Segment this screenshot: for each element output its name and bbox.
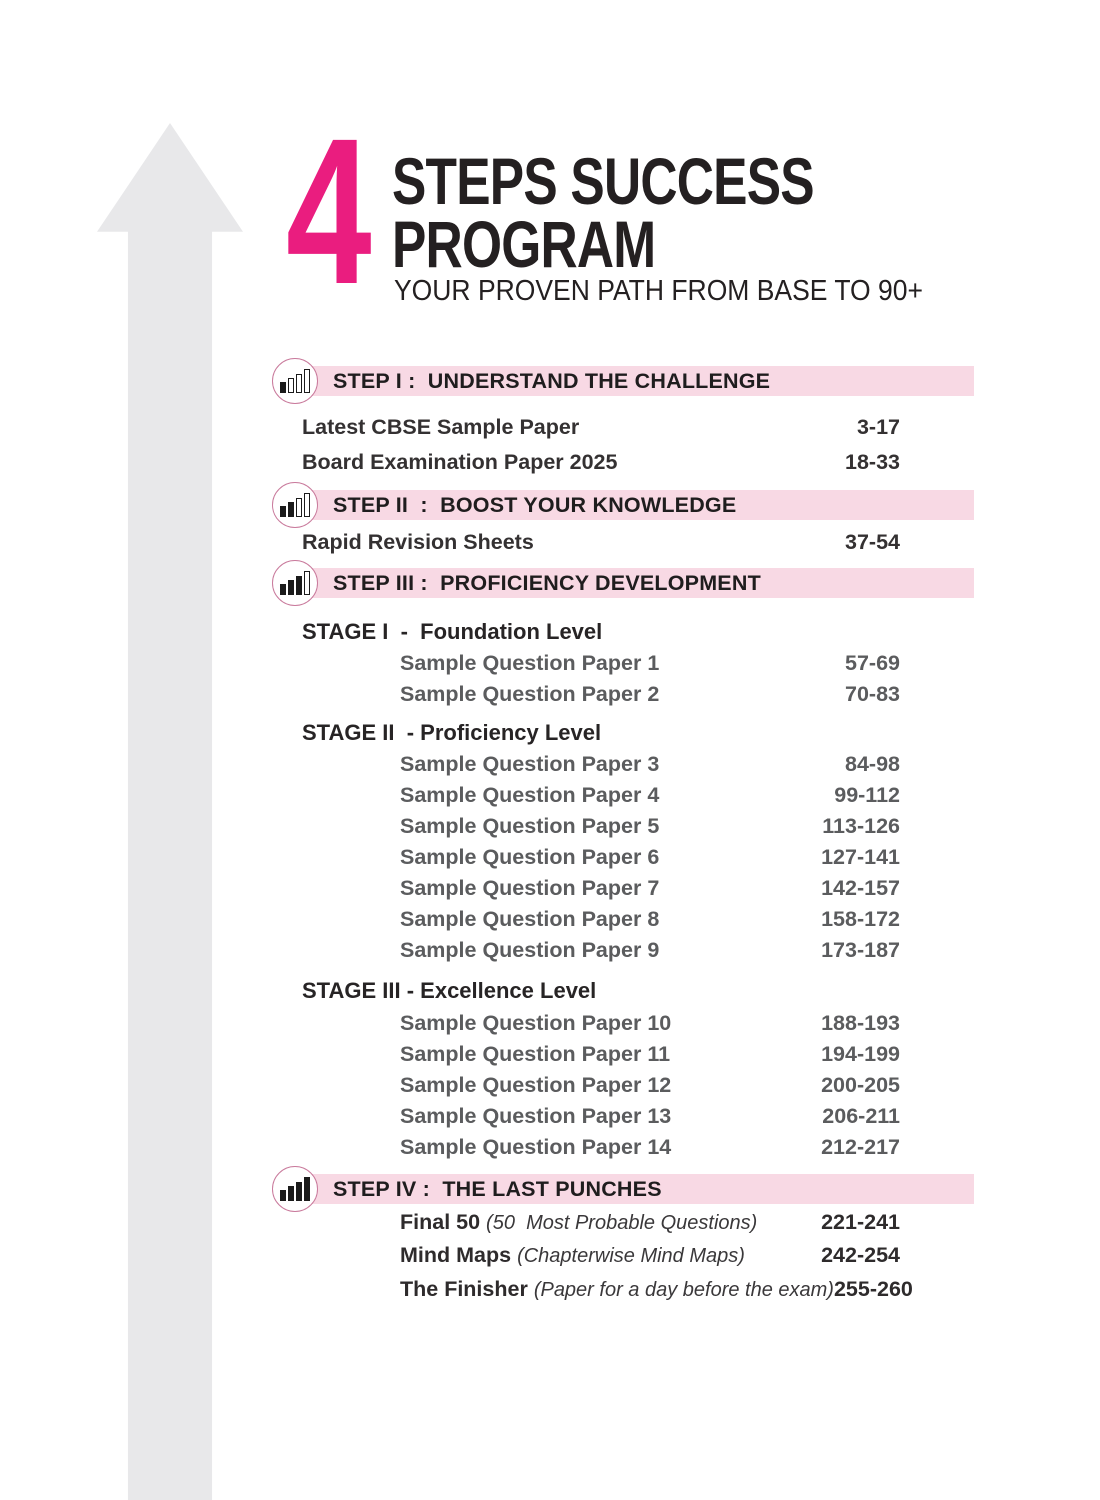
toc-row — [400, 1041, 900, 1067]
row-title: Sample Question Paper 3 — [400, 752, 660, 776]
row-title: Sample Question Paper 10 — [400, 1011, 672, 1035]
signal-bars-1-icon — [272, 358, 318, 404]
row-pages: 3-17 — [856, 415, 900, 439]
row-title-main: Mind Maps — [400, 1243, 512, 1267]
stage-1-heading: STAGE I - Foundation Level — [302, 619, 603, 644]
up-arrow-graphic — [97, 123, 243, 1500]
row-pages: 113-126 — [822, 814, 900, 838]
header-title — [392, 144, 814, 281]
toc-row — [400, 844, 900, 870]
toc-row — [400, 782, 900, 808]
row-title: Rapid Revision Sheets — [302, 530, 534, 554]
step-1-band — [300, 366, 974, 396]
toc-row — [400, 1134, 900, 1160]
row-pages: 212-217 — [821, 1135, 900, 1159]
row-title: Sample Question Paper 13 — [400, 1104, 672, 1128]
toc-row — [400, 1010, 900, 1036]
signal-bars-4-icon — [272, 1166, 318, 1212]
row-title: Sample Question Paper 7 — [400, 876, 660, 900]
row-pages: 221-241 — [821, 1210, 900, 1234]
row-pages: 242-254 — [821, 1243, 900, 1267]
header-title-line2: PROGRAM — [392, 207, 656, 281]
row-title: Board Examination Paper 2025 — [302, 450, 618, 474]
stage-2-heading: STAGE II - Proficiency Level — [302, 720, 602, 745]
signal-bars-glyph — [280, 493, 310, 517]
toc-row — [400, 1276, 913, 1302]
step-3-band — [300, 568, 974, 598]
row-title: Sample Question Paper 9 — [400, 938, 660, 962]
row-pages: 37-54 — [845, 530, 900, 554]
row-title: Latest CBSE Sample Paper — [302, 415, 580, 439]
toc-row — [400, 650, 900, 676]
toc-row — [400, 813, 900, 839]
row-pages: 173-187 — [821, 938, 900, 962]
row-title: Sample Question Paper 12 — [400, 1073, 672, 1097]
step-3-label: STEP III : PROFICIENCY DEVELOPMENT — [333, 570, 761, 595]
header-big-number: 4 — [286, 96, 369, 328]
row-pages: 206-211 — [822, 1104, 900, 1128]
row-title: Sample Question Paper 5 — [400, 814, 660, 838]
toc-row — [400, 906, 900, 932]
signal-bars-3-icon — [272, 560, 318, 606]
toc-row — [400, 875, 900, 901]
step-2-band — [300, 490, 974, 520]
toc-row — [400, 751, 900, 777]
signal-bars-glyph — [280, 369, 310, 393]
toc-row — [400, 681, 900, 707]
row-pages: 158-172 — [821, 907, 900, 931]
row-title: Sample Question Paper 4 — [400, 783, 660, 807]
toc-row — [400, 1209, 900, 1235]
signal-bars-2-icon — [272, 482, 318, 528]
step-4-band — [300, 1174, 974, 1204]
toc-row — [400, 1103, 900, 1129]
row-title — [400, 1242, 745, 1269]
row-title-main: The Finisher — [400, 1277, 528, 1301]
row-title: Sample Question Paper 14 — [400, 1135, 672, 1159]
row-title-note: (50 Most Probable Questions) — [486, 1212, 758, 1234]
row-pages: 57-69 — [845, 651, 900, 675]
signal-bars-glyph — [280, 1177, 310, 1201]
row-title-main: Final 50 — [400, 1210, 481, 1234]
row-title: Sample Question Paper 8 — [400, 907, 660, 931]
step-1-label: STEP I : UNDERSTAND THE CHALLENGE — [333, 368, 771, 393]
toc-row — [400, 1242, 900, 1268]
step-2-label: STEP II : BOOST YOUR KNOWLEDGE — [333, 492, 737, 517]
toc-row — [400, 937, 900, 963]
row-pages: 84-98 — [845, 752, 900, 776]
row-pages: 127-141 — [821, 845, 900, 869]
row-pages: 99-112 — [834, 783, 900, 807]
row-pages: 255-260 — [833, 1277, 913, 1301]
row-title: Sample Question Paper 1 — [400, 651, 660, 675]
signal-bars-glyph — [280, 571, 310, 595]
header-subtitle: YOUR PROVEN PATH FROM BASE TO 90+ — [394, 275, 924, 307]
row-pages: 18-33 — [845, 450, 900, 474]
toc-row — [302, 529, 900, 555]
row-pages: 188-193 — [821, 1011, 900, 1035]
stage-3-heading: STAGE III - Excellence Level — [302, 978, 597, 1003]
row-title-note: (Chapterwise Mind Maps) — [517, 1245, 745, 1267]
toc-row — [302, 414, 900, 440]
toc-row — [400, 1072, 900, 1098]
row-title: Sample Question Paper 11 — [400, 1042, 671, 1066]
row-title — [400, 1276, 834, 1303]
step-4-label: STEP IV : THE LAST PUNCHES — [333, 1176, 662, 1201]
row-pages: 70-83 — [845, 682, 900, 706]
row-pages: 200-205 — [821, 1073, 900, 1097]
header-title-line1: STEPS SUCCESS — [392, 144, 814, 218]
toc-row — [302, 449, 900, 475]
row-title — [400, 1209, 757, 1236]
row-title: Sample Question Paper 2 — [400, 682, 660, 706]
row-pages: 142-157 — [821, 876, 900, 900]
row-pages: 194-199 — [821, 1042, 900, 1066]
row-title: Sample Question Paper 6 — [400, 845, 660, 869]
row-title-note: (Paper for a day before the exam) — [533, 1279, 834, 1301]
